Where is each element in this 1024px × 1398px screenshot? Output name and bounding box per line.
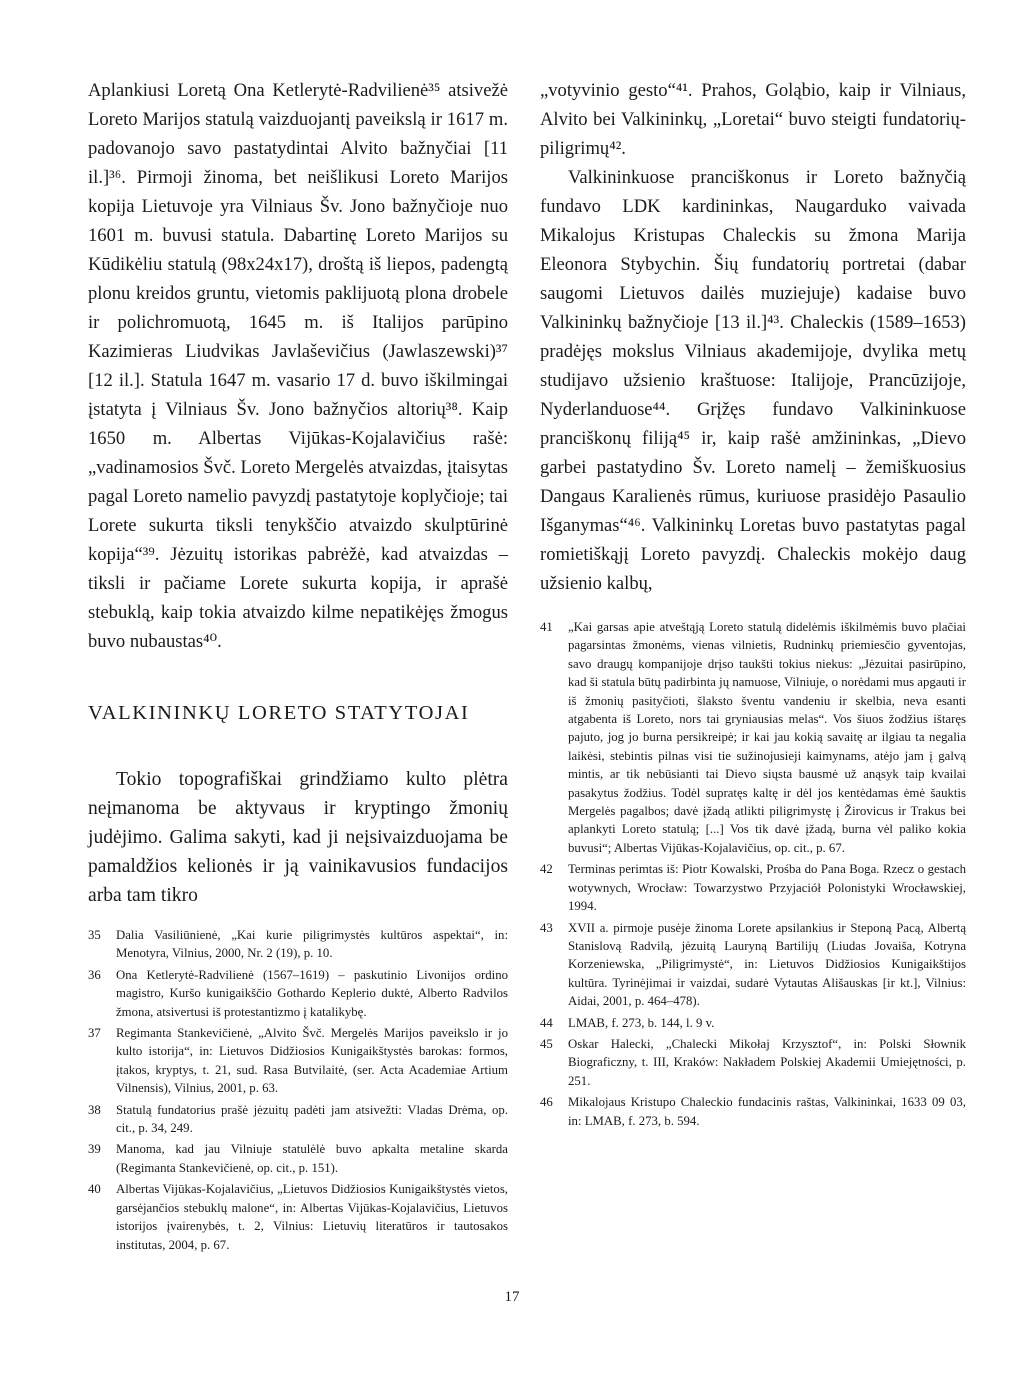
footnote-number: 42 — [540, 862, 553, 877]
footnote — [88, 926, 508, 963]
footnote-text: „Kai garsas apie atveštąją Loreto statulą didelėmis iškilmėmis buvo plačiai pagarsintas žmonėms, vienas vilnietis, Rudninkų priemiesčio gyventojas, savo draugų kompanijoje drįso taukšti tokius niekus: „Jėzuitai pasirūpino, kad ši statula būtų padirbinta jų namuose, Vilniuje, o norėdami mus apgauti ir iš žmonių pasityčioti, šlaksto šventu vandeniu ir skelbia, neva esanti atgabenta iš Loreto, nors tai gryniausias melas“. Vos šiuos žodžius ištaręs pajuto, jog jo burna persikreipė; ir kai jau kokią savaitę ar ilgiau ta negalia laikėsi, stebintis pilnas visi tie sužinojusieji kaimynams, atėjo jam į galvą mintis, ar tik nebūsianti tai Dievo siųsta bausmė už anąsyk taip kvailai pasakytus žodžius. Todėl supratęs kaltę ir dėl jos kentėdamas ėmė šauktis Mergelės pagalbos; davė įžadą atlikti piligrimystę į Žirovicus ir Trakus bei aplankyti Loreto statulą; [...] Vos tik davė įžadą, burna vėl paliko kokia buvusi“; Albertas Vijūkas-Kojalavičius, op. cit., p. 67. — [568, 620, 966, 855]
footnote-text: Manoma, kad jau Vilniuje statulėlė buvo apkalta metaline skarda (Regimanta Stankevičienė, op. cit., p. 151). — [116, 1142, 508, 1175]
footnote-text: Terminas perimtas iš: Piotr Kowalski, Prośba do Pana Boga. Rzecz o gestach wotywnych, Wrocław: Towarzystwo Przyjaciół Polonistyki Wrocławskiej, 1994. — [568, 862, 966, 914]
footnote-number: 41 — [540, 620, 553, 634]
footnote — [88, 966, 508, 1021]
footnote-number: 46 — [540, 1095, 553, 1110]
footnote-text: LMAB, f. 273, b. 144, l. 9 v. — [568, 1015, 715, 1030]
footnote-number: 38 — [88, 1102, 101, 1117]
footnote-text: Dalia Vasiliūnienė, „Kai kurie piligrimystės kultūros aspektai“, in: Menotyra, Vilnius, 2000, Nr. 2 (19), p. 10. — [116, 928, 508, 961]
footnote — [88, 1180, 508, 1254]
footnote-text: XVII a. pirmoje pusėje žinoma Lorete apsilankius ir Steponą Pacą, Albertą Stanislovą Radvilą, jėzuitą Lauryną Bartilijų (Liudas Jovaiša, Kotryna Korzeniewska, „Piligrimystė“, in: Lietuvos Didžiosios Kunigaikštijos kultūra. Tyrinėjimai ir vaizdai, sudarė Vytautas Ališauskas [ir kt.], Vilnius: Aidai, 2001, p. 464–478). — [568, 920, 966, 1009]
footnote-number: 37 — [88, 1026, 101, 1041]
footnote — [540, 1035, 966, 1090]
body-paragraph-4: Valkininkuose pranciškonus ir Loreto bažnyčią fundavo LDK kardininkas, Naugarduko vaivada Mikalojus Kristupas Chaleckis su žmona Marija Eleonora Stybychin. Šių fundatorių portretai (dabar saugomi Lietuvos dailės muziejuje) kadaise buvo Valkininkų bažnyčioje [13 il.]⁴³. Chaleckis (1589–1653) pradėjęs mokslus Vilniaus akademijoje, dvylika metų studijavo užsienio kraštuose: Italijoje, Prancūzijoje, Nyderlanduose⁴⁴. Grįžęs fundavo Valkininkuose pranciškonų filiją⁴⁵ ir, kaip rašė amžininkas, „Dievo garbei pastatydino Šv. Loreto namelį – žemiškuosius Dangaus Karalienės rūmus, kuriuose prasidėjo Pasaulio Išganymas“⁴⁶. Valkininkų Loretas buvo pastatytas pagal romietiškąjį Loreto pavyzdį. Chaleckis mokėjo daug užsienio kalbų, — [540, 167, 966, 594]
footnote-number: 44 — [540, 1015, 553, 1030]
footnote-number: 35 — [88, 928, 101, 942]
footnote-number: 43 — [540, 920, 553, 935]
footnote — [540, 618, 966, 857]
body-paragraph-1: Aplankiusi Loretą Ona Ketlerytė-Radvilienė³⁵ atsivežė Loreto Marijos statulą vaizduojantį paveikslą ir 1617 m. padovanojo savo pastatydintai Alvito bažnyčiai [11 il.]³⁶. Pirmoji žinoma, bet neišlikusi Loreto Marijos kopija Lietuvoje yra Vilniaus Šv. Jono bažnyčioje nuo 1601 m. buvusi statula. Dabartinę Loreto Marijos su Kūdikėliu statulą (98x24x17), droštą iš liepos, padengtą plonu kreidos gruntu, vietomis paklijuotą plona drobele ir polichromuotą, 1645 m. iš Italijos parūpino Kazimieras Liudvikas Javlaševičius (Jawlaszewski)³⁷ [12 il.]. Statula 1647 m. vasario 17 d. buvo iškilmingai įstatyta į Vilniaus Šv. Jono bažnyčios altorių³⁸. Kaip 1650 m. Albertas Vijūkas-Kojalavičius rašė: „vadinamosios Švč. Loreto Mergelės atvaizdas, įtaisytas pagal Loreto namelio pavyzdį pastatytoje koplyčioje; tai Lorete sukurta tiksli tenykščio atvaizdo skulptūrinė kopija“³⁹. Jėzuitų istorikas pabrėžė, kad atvaizdas – tiksli ir pačiame Lorete sukurta kopija, ir aprašė stebuklą, kaip tokia atvaizdo kilme nepatikėjęs žmogus buvo nubaustas⁴⁰. — [88, 80, 508, 652]
page-number: 17 — [504, 1289, 520, 1305]
footnote — [540, 860, 966, 915]
footnote — [88, 1024, 508, 1098]
footnote-text: Mikalojaus Kristupo Chaleckio fundacinis raštas, Valkininkai, 1633 09 03, in: LMAB, f. 273, b. 594. — [568, 1095, 966, 1128]
section-heading: VALKININKŲ LORETO STATYTOJAI — [88, 702, 470, 724]
footnote-text: Oskar Halecki, „Chalecki Mikołaj Krzysztof“, in: Polski Słownik Biograficzny, t. III, Kraków: Nakładem Polskiej Akademii Umiejętności, p. 251. — [568, 1036, 966, 1088]
footnote-number: 36 — [88, 967, 101, 982]
footnote-number: 40 — [88, 1182, 101, 1197]
footnote-number: 39 — [88, 1142, 101, 1157]
footnote-number: 45 — [540, 1036, 553, 1051]
footnote — [540, 1014, 966, 1032]
footnote — [88, 1140, 508, 1177]
footnote-text: Statulą fundatorius prašė jėzuitų padėti jam atsivežti: Vladas Drėma, op. cit., p. 34, 249. — [116, 1102, 508, 1136]
footnotes-right — [540, 618, 966, 1130]
footnote-text: Albertas Vijūkas-Kojalavičius, „Lietuvos Didžiosios Kunigaikštystės vietos, garsėjančios stebuklų malone“, in: Albertas Vijūkas-Kojalavičius, Lietuvos istorijos įvairenybės, t. 2, Vilnius: Lietuvių literatūros ir tautosakos institutas, 2004, p. 67. — [116, 1182, 508, 1252]
right-column — [540, 76, 966, 1133]
body-paragraph-2: Tokio topografiškai grindžiamo kulto plėtra neįmanoma be aktyvaus ir kryptingo žmonių judėjimo. Galima sakyti, kad ji neįsivaizduojama be pamaldžios kelionės ir ją vainikavusios fundacijos arba tam tikro — [88, 769, 508, 906]
left-column — [88, 76, 508, 1257]
footnote — [88, 1101, 508, 1138]
footnote-text: Regimanta Stankevičienė, „Alvito Švč. Mergelės Marijos paveikslo ir jo kulto istorija“, in: Lietuvos Didžiosios Kunigaikštystės barokas: formos, įtakos, kryptys, t. 21, sud. Rasa Butvilaitė, (ser. Acta Academiae Artium Vilnensis), Vilnius, 2001, p. 63. — [116, 1026, 508, 1096]
footnote — [540, 1093, 966, 1130]
body-paragraph-3: „votyvinio gesto“⁴¹. Prahos, Goląbio, kaip ir Vilniaus, Alvito bei Valkininkų, „Loretai“ buvo steigti fundatorių-piligrimų⁴². — [540, 80, 966, 159]
footnote — [540, 919, 966, 1011]
footnote-text: Ona Ketlerytė-Radvilienė (1567–1619) – paskutinio Livonijos ordino magistro, Kuršo kunigaikščio Gothardo Keplerio duktė, Alberto Radvilos žmona, atsivertusi iš protestantizmo į katalikybę. — [116, 967, 508, 1019]
footnotes-left — [88, 926, 508, 1254]
